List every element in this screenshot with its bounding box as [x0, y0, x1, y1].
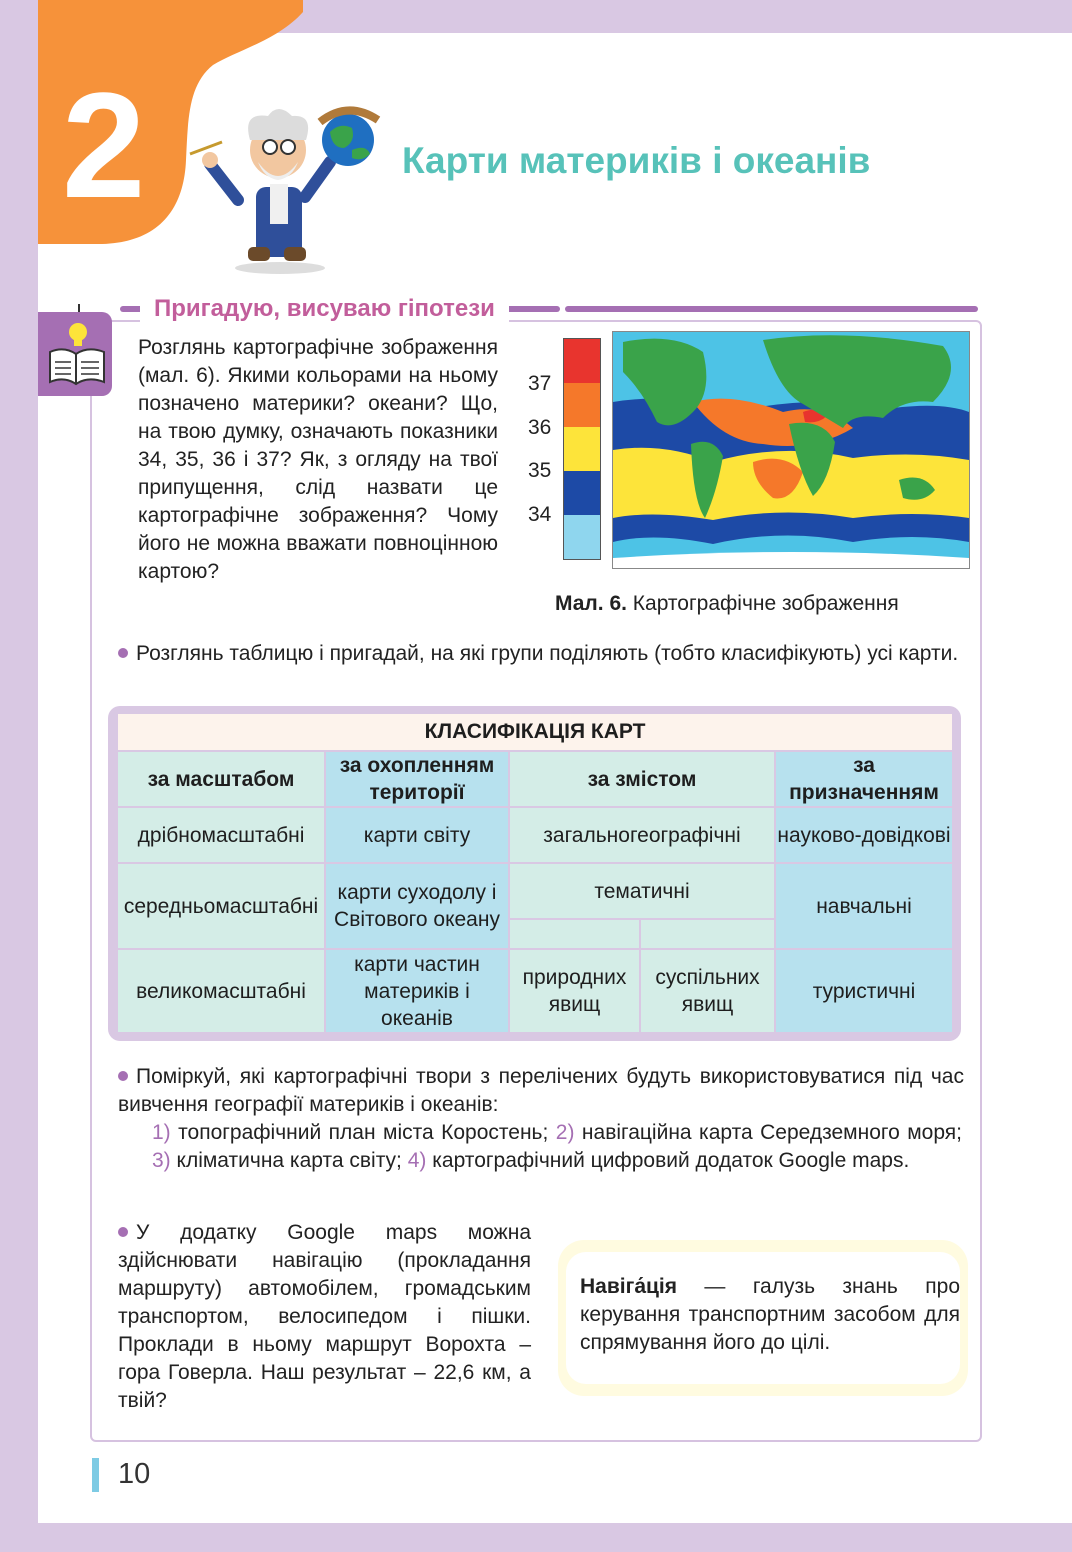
table-cell-purpose-2: навчальні [776, 864, 952, 948]
table-cell-scale-2: середньомасштабні [118, 864, 324, 948]
option-number: 4) [407, 1149, 427, 1172]
intro-paragraph: Розглянь картографічне зображення (мал. 6). Якими кольорами на ньому позначено материки? океани? Що, на твою думку, означають показники 34, 35, 36 і 37? Як, з огляду на твої припущення, слід назвати це картографічне зображення? Чому його не можна вважати повноцінною картою? [138, 336, 498, 583]
table-title: КЛАСИФІКАЦІЯ КАРТ [118, 714, 952, 750]
caption-text: Картографічне зображення [626, 592, 899, 615]
page-number: 10 [118, 1458, 151, 1490]
table-cell-territory-1: карти світу [326, 808, 508, 862]
book-lightbulb-icon [38, 312, 112, 396]
page-number-marker [92, 1458, 99, 1492]
table-cell-purpose-3: туристичні [776, 950, 952, 1032]
question-3-text: У додатку Google maps можна здійснювати навігацію (прокладання маршруту) автомобілем, громадським транспортом, велосипедом і пішки. Проклади в ньому маршрут Ворохта – гора Говерла. Наш результат – 22,6 км, а твій? [118, 1221, 531, 1412]
definition-text [580, 1273, 960, 1357]
table-cell-territory-3: карти частин материків і океанів [326, 950, 508, 1032]
option-text: топографічний план міста Коростень; [178, 1121, 549, 1144]
option-number: 2) [555, 1121, 575, 1144]
legend-swatch-2 [564, 383, 600, 427]
question-2 [118, 1063, 964, 1119]
figure-legend [563, 338, 601, 560]
option-text: картографічний цифровий додаток Google maps. [432, 1149, 910, 1172]
bullet-icon [118, 1071, 128, 1081]
professor-mascot-image [180, 92, 390, 274]
bullet-icon [118, 1227, 128, 1237]
section-heading: Пригадую, висуваю гіпотези [140, 295, 509, 323]
question-2-text: Поміркуй, які картографічні твори з перелічених будуть використовуватися під час вивчення географії материків і океанів: [118, 1065, 964, 1116]
salinity-world-map-image [612, 331, 970, 569]
table-cell-purpose-1: науково-довідкові [776, 808, 952, 862]
option-number: 1) [152, 1121, 171, 1144]
table-cell-content-thematic: тематичні [510, 864, 774, 918]
question-2-options [152, 1119, 962, 1175]
legend-swatch-3 [564, 427, 600, 471]
table-header-content: за змістом [510, 752, 774, 806]
table-header-purpose: за призначенням [776, 752, 952, 806]
book-icon-badge [38, 312, 112, 396]
definition-term: Навіга́ція [580, 1275, 678, 1298]
left-band [0, 0, 38, 1552]
option-number: 3) [152, 1149, 171, 1172]
legend-label-35: 35 [528, 459, 552, 482]
chapter-number: 2 [62, 61, 146, 229]
table-cell-content-general: загальногеографічні [510, 808, 774, 862]
bullet-icon [118, 648, 128, 658]
legend-label-37: 37 [528, 372, 552, 395]
table-header-scale: за масштабом [118, 752, 324, 806]
table-cell-territory-2: карти суходолу і Світового океану [326, 864, 508, 948]
table-cell-empty-right [641, 920, 774, 948]
option-text: кліматична карта світу; [176, 1149, 402, 1172]
figure-caption [555, 592, 899, 616]
legend-label-36: 36 [528, 416, 552, 439]
table-header-territory: за охопленням території [326, 752, 508, 806]
table-cell-scale-3: великомасштабні [118, 950, 324, 1032]
bottom-band [0, 1523, 1072, 1552]
table-cell-content-natural: природних явищ [510, 950, 639, 1032]
legend-label-34: 34 [528, 503, 552, 526]
chapter-title: Карти материків і океанів [402, 140, 871, 181]
caption-label: Мал. 6. [555, 592, 627, 615]
question-1-text: Розглянь таблицю і пригадай, на які групи поділяють (тобто класифікують) усі карти. [136, 642, 959, 665]
definition-body: — галузь знань про керування транспортним засобом для спрямування його до цілі. [580, 1275, 960, 1354]
option-text: навігаційна карта Середземного моря; [581, 1121, 962, 1144]
table-cell-content-social: суспільних явищ [641, 950, 774, 1032]
legend-swatch-4 [564, 471, 600, 515]
question-1 [118, 640, 964, 668]
question-3 [118, 1219, 531, 1415]
table-cell-scale-1: дрібномасштабні [118, 808, 324, 862]
table-cell-empty-left [510, 920, 639, 948]
legend-swatch-1 [564, 339, 600, 383]
legend-swatch-5 [564, 515, 600, 559]
